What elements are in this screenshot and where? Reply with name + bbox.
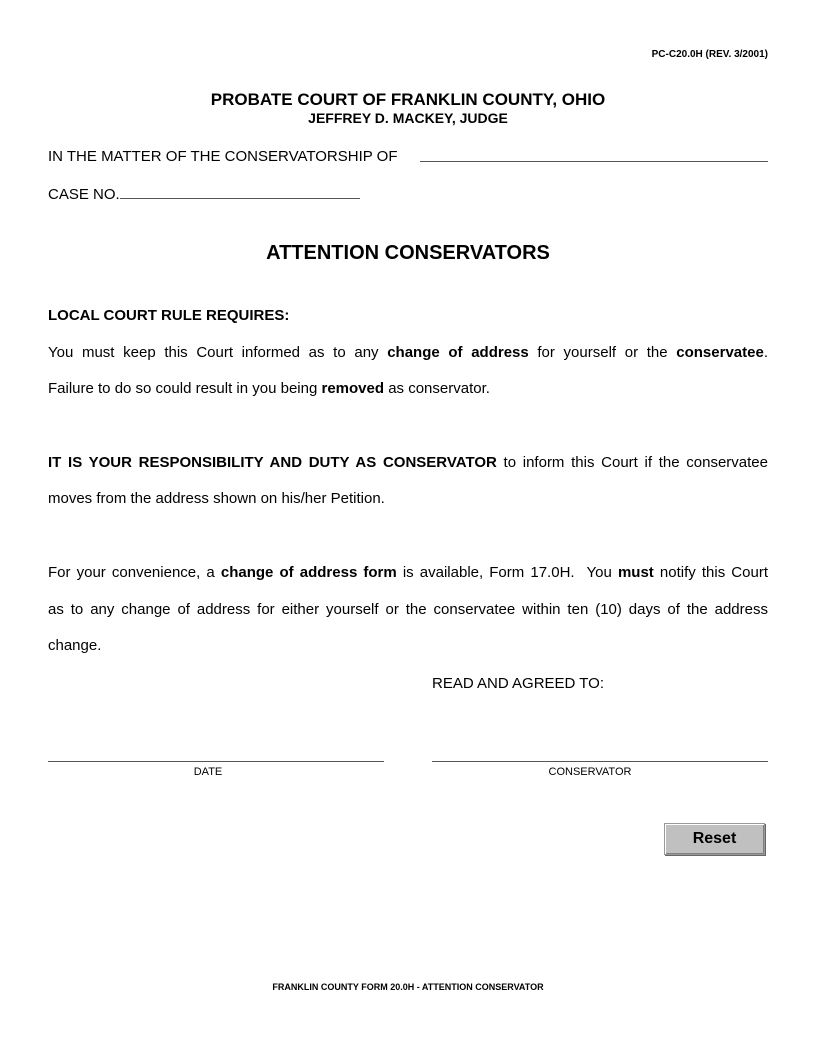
judge-name: JEFFREY D. MACKEY, JUDGE (308, 110, 508, 126)
case-label: CASE NO. (48, 186, 120, 203)
read-agreed-label: READ AND AGREED TO: (432, 675, 604, 692)
court-name: PROBATE COURT OF FRANKLIN COUNTY, OHIO (210, 90, 606, 109)
conservator-label: CONSERVATOR (548, 766, 632, 778)
paragraph-2-line-1: IT IS YOUR RESPONSIBILITY AND DUTY AS CONSERVATOR to inform this Court if the conservatee (48, 454, 768, 471)
paragraph-2-line-2: moves from the address shown on his/her Petition. (48, 490, 385, 507)
form-id: PC-C20.0H (REV. 3/2001) (651, 49, 768, 60)
paragraph-3-line-1: For your convenience, a change of address form is available, Form 17.0H. You must notify this Court (48, 564, 768, 581)
conservator-signature-field[interactable] (432, 740, 768, 762)
case-number-field[interactable] (120, 184, 360, 199)
page-title: ATTENTION CONSERVATORS (266, 242, 550, 264)
footer: FRANKLIN COUNTY FORM 20.0H - ATTENTION CONSERVATOR (272, 982, 544, 992)
rule-heading: LOCAL COURT RULE REQUIRES: (48, 307, 290, 324)
paragraph-1-line-1: You must keep this Court informed as to any change of address for yourself or the conservatee. (48, 344, 768, 361)
paragraph-3-line-2: as to any change of address for either yourself or the conservatee within ten (10) days of the address (48, 601, 768, 618)
date-label: DATE (193, 766, 223, 778)
date-signature-field[interactable] (48, 740, 384, 762)
reset-button[interactable]: Reset (664, 823, 765, 855)
matter-field[interactable] (420, 146, 768, 162)
paragraph-1-line-2: Failure to do so could result in you being removed as conservator. (48, 380, 490, 397)
paragraph-3-line-3: change. (48, 637, 102, 654)
matter-label: IN THE MATTER OF THE CONSERVATORSHIP OF (48, 148, 398, 165)
